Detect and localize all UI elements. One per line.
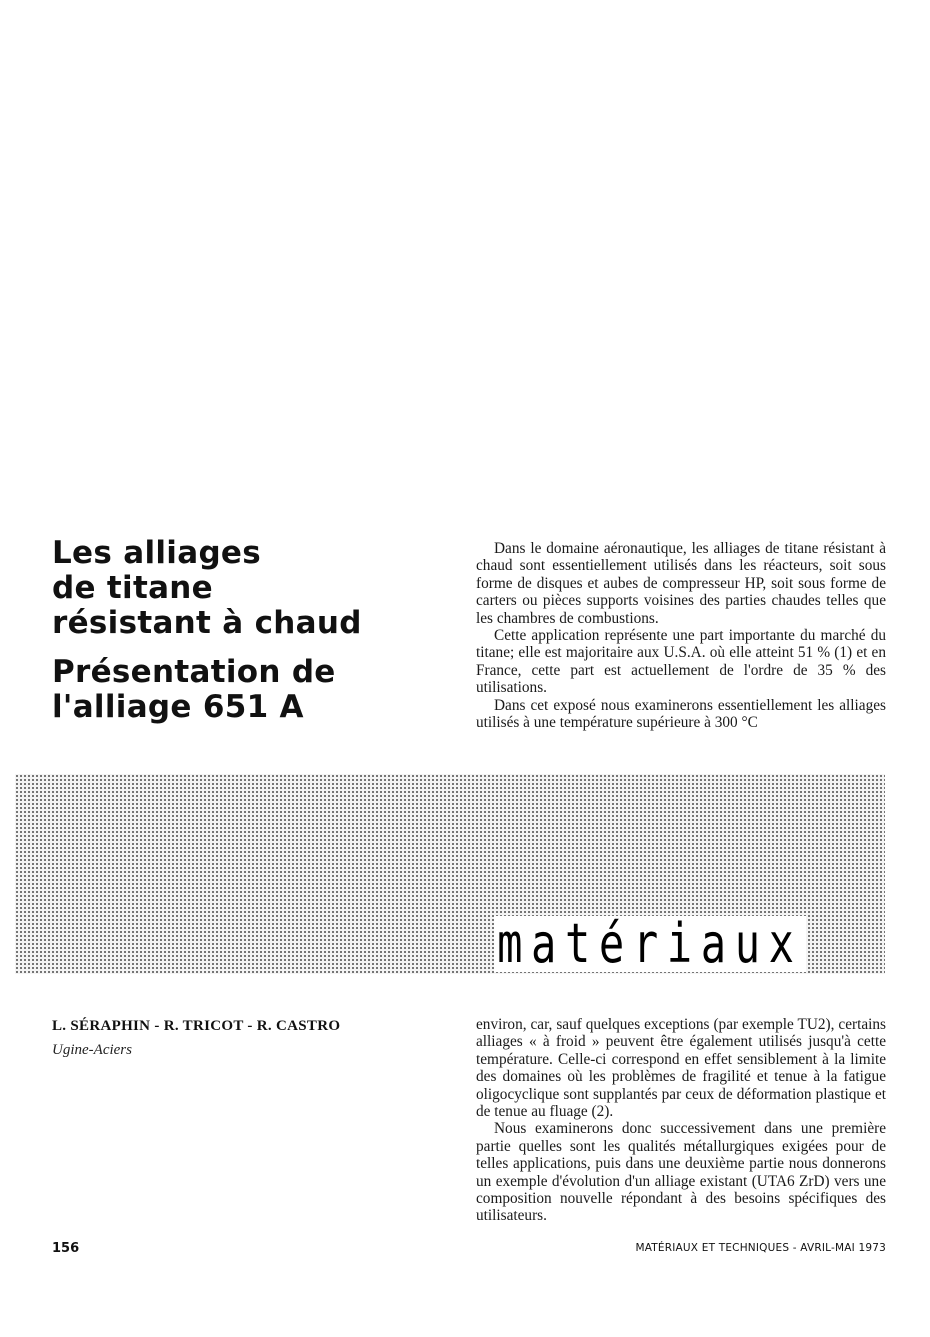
article-title bbox=[52, 536, 422, 641]
subtitle-line: l'alliage 651 A bbox=[52, 689, 304, 725]
article-subtitle bbox=[52, 655, 422, 725]
title-line: résistant à chaud bbox=[52, 605, 362, 641]
title-line: Les alliages bbox=[52, 535, 262, 571]
paragraph: Cette application représente une part importante du marché du titane; elle est majoritaire aux U.S.A. où elle atteint 51 % (1) et en France, cette part est actuellement de l'ordre de 35 % des utilisations. bbox=[476, 627, 886, 697]
paragraph: Dans cet exposé nous examinerons essentiellement les alliages utilisés à une température supérieure à 300 °C bbox=[476, 696, 886, 732]
body-column bbox=[476, 1016, 886, 1225]
paragraph: Dans le domaine aéronautique, les alliages de titane résistant à chaud sont essentiellement utilisés dans les réacteurs, soit sous forme de disques et aubes de compresseur HP, soit sous forme de carters ou pièces supports voisines des parties chaudes telles que les chambres de combustions. bbox=[476, 540, 886, 627]
section-banner-label: matériaux bbox=[494, 916, 806, 972]
subtitle-line: Présentation de bbox=[52, 654, 336, 690]
affiliation: Ugine-Aciers bbox=[52, 1042, 132, 1058]
paragraph: Nous examinerons donc successivement dans une première partie quelles sont les qualités métallurgiques exigées pour de telles applications, puis dans une deuxième partie nous donnerons un exemple d'évolution d'un alliage existant (UTA6 ZrD) vers une composition nouvelle répondant à des besoins spécifiques des utilisateurs. bbox=[476, 1120, 886, 1225]
title-block bbox=[52, 536, 422, 725]
intro-column bbox=[476, 540, 886, 731]
page-number: 156 bbox=[52, 1241, 80, 1256]
running-footer: MATÉRIAUX ET TECHNIQUES - AVRIL-MAI 1973 bbox=[635, 1242, 886, 1254]
title-line: de titane bbox=[52, 570, 213, 606]
authors: L. SÉRAPHIN - R. TRICOT - R. CASTRO bbox=[52, 1018, 341, 1034]
paragraph: environ, car, sauf quelques exceptions (par exemple TU2), certains alliages « à froid » peuvent être également utilisés jusqu'à cette température. Celle-ci correspond en effet sensiblement à la limite des domaines où les problèmes de fragilité et tenue à la fatigue oligocyclique sont supplantés par ceux de déformation plastique et de tenue au fluage (2). bbox=[476, 1016, 886, 1121]
